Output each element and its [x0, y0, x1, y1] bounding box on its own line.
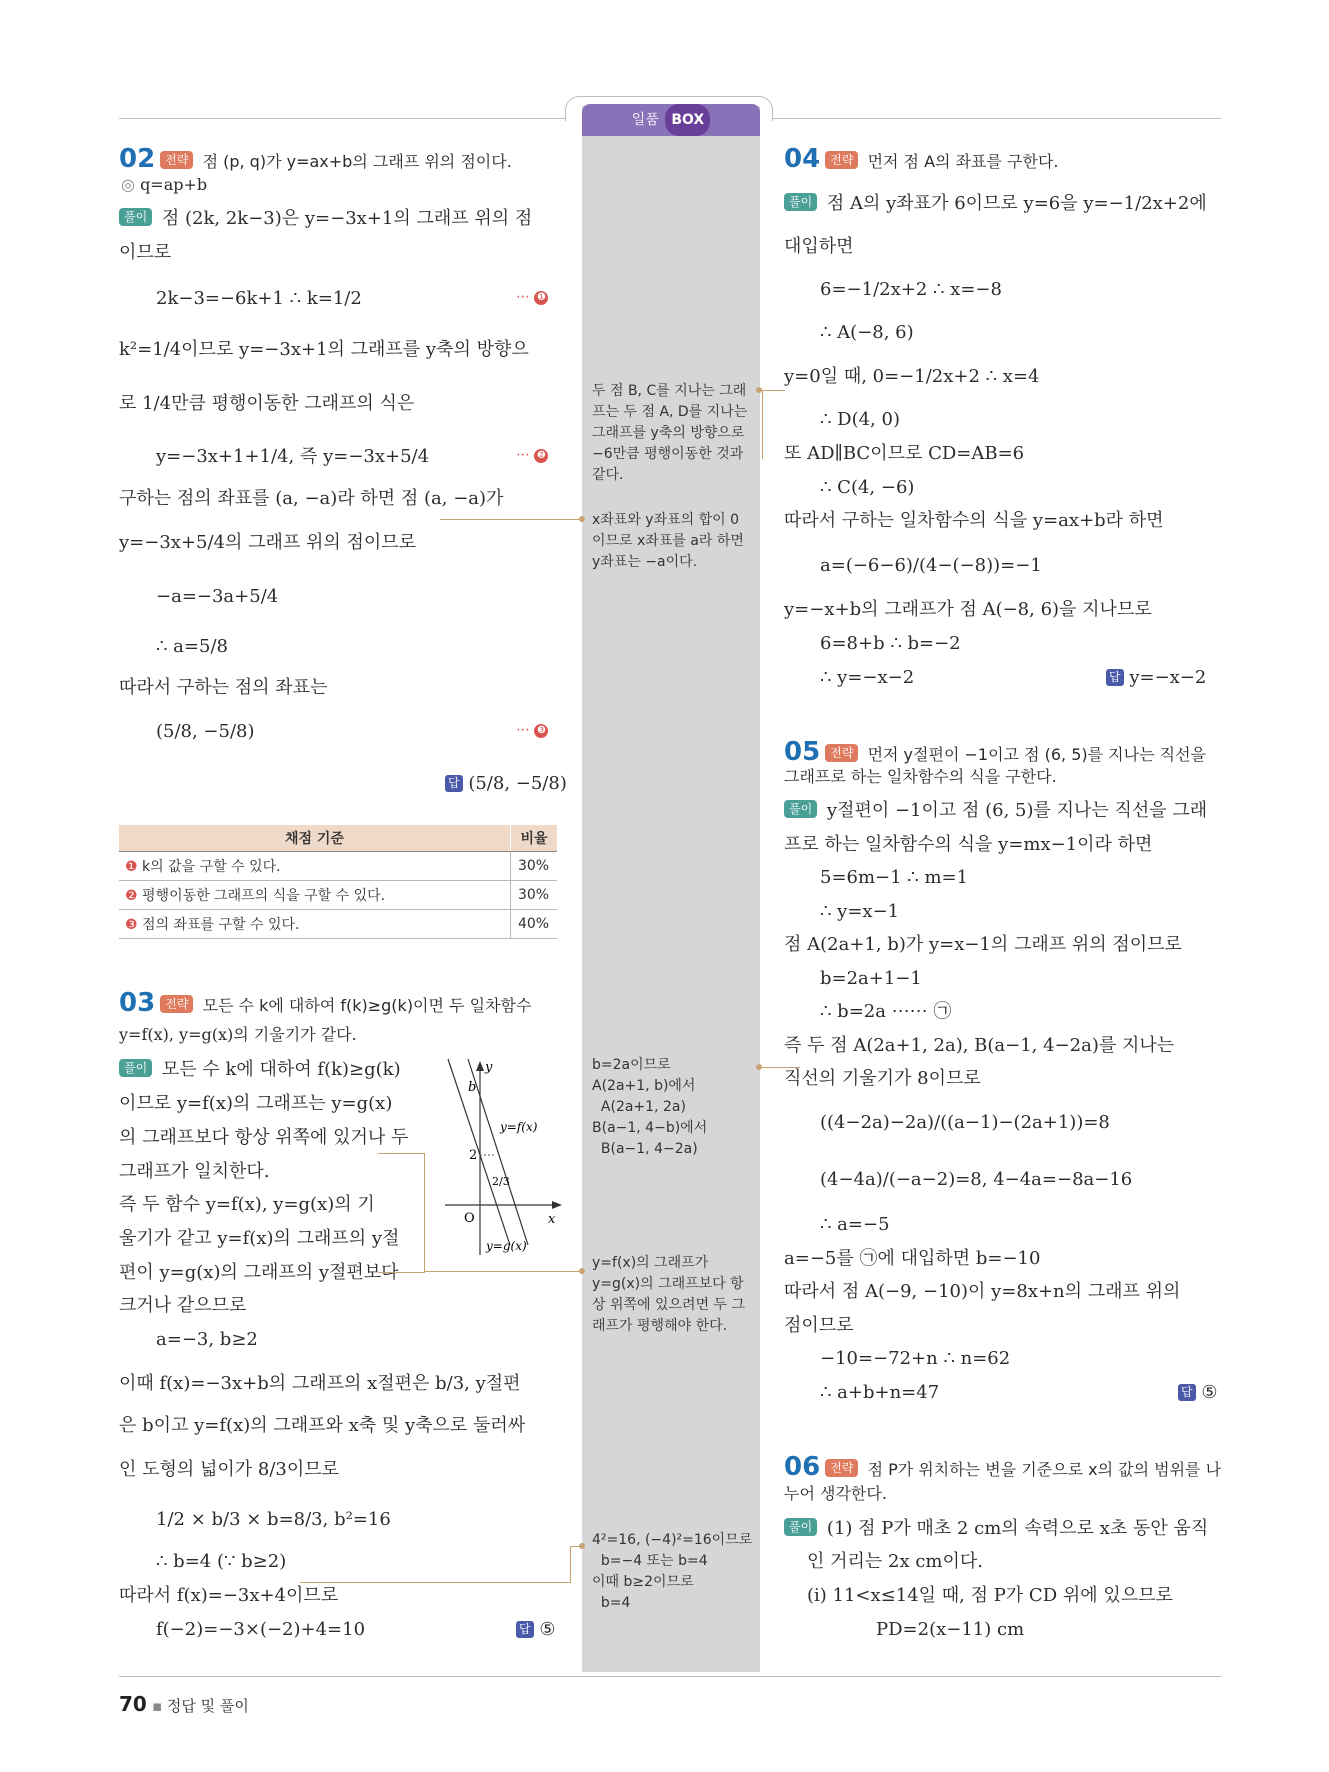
label-g: y=g(x)	[486, 1239, 527, 1253]
q06-line-3: (i) 11<x≤14일 때, 점 P가 CD 위에 있으므로	[807, 1585, 1173, 1606]
q05-line-12: ∴ a=−5	[820, 1214, 890, 1235]
q05-strategy-tag: 전략	[825, 744, 858, 762]
table-row: ❸ 점의 좌표를 구할 수 있다. 40%	[119, 910, 557, 939]
q02-line-6: y=−3x+1+1/4, 즉 y=−3x+5/4	[156, 446, 430, 467]
footer-label: 정답 및 풀이	[166, 1697, 249, 1715]
q02-ref-3: ⋯ ❸	[516, 722, 548, 738]
footer-bullet: ▪	[151, 1697, 167, 1715]
page-number: 70	[119, 1692, 147, 1716]
y-axis-arrow	[476, 1061, 484, 1071]
q04-line-11: y=−x+b의 그래프가 점 A(−8, 6)을 지나므로	[784, 599, 1152, 620]
grading-header-ratio: 비율	[511, 825, 558, 852]
q05-line-16: −10=−72+n ∴ n=62	[820, 1348, 1011, 1369]
q05-sol-tag: 풀이	[784, 800, 817, 818]
q03-line-2: 이므로 y=f(x)의 그래프는 y=g(x)	[119, 1093, 393, 1114]
q02-line-3: 2k−3=−6k+1 ∴ k=1/2	[156, 288, 362, 309]
connector-q04	[762, 390, 785, 459]
q02-line-7: 구하는 점의 좌표를 (a, −a)라 하면 점 (a, −a)가	[119, 488, 504, 509]
connector-dot	[579, 1543, 585, 1549]
q02-strategy: 점 (p, q)가 y=ax+b의 그래프 위의 점이다.	[202, 152, 512, 171]
q02-line-11: 따라서 구하는 점의 좌표는	[119, 677, 328, 698]
top-rule-right	[770, 118, 1221, 119]
q05-line-14: 따라서 점 A(−9, −10)이 y=8x+n의 그래프 위의	[784, 1281, 1181, 1302]
q06-strategy-2: 누어 생각한다.	[784, 1484, 887, 1503]
q03-answer-tag: 답	[516, 1621, 534, 1638]
label-2: 2	[469, 1148, 478, 1163]
q03-strategy-1: 모든 수 k에 대하여 f(k)≥g(k)이면 두 일차함수	[202, 996, 532, 1015]
q05-line-17: ∴ a+b+n=47	[820, 1382, 940, 1403]
q05-answer: 답 ⑤	[1178, 1381, 1217, 1405]
line-f	[448, 1059, 510, 1245]
q06-number: 06	[784, 1452, 821, 1482]
label-f: y=f(x)	[500, 1120, 538, 1134]
table-row: ❷ 평행이동한 그래프의 식을 구할 수 있다. 30%	[119, 881, 557, 910]
q05-answer-tag: 답	[1178, 1384, 1196, 1401]
q03-line-10: 이때 f(x)=−3x+b의 그래프의 x절편은 b/3, y절편	[119, 1373, 521, 1394]
q03-line-8: 크거나 같으므로	[119, 1295, 247, 1316]
q03-number: 03	[119, 988, 156, 1018]
box-note-4: y=f(x)의 그래프가 y=g(x)의 그래프보다 항상 위쪽에 있으려면 두 그래프가 평행해야 한다.	[592, 1255, 746, 1334]
q03-header	[119, 988, 531, 1018]
q02-hint: ◎ q=ap+b	[121, 175, 208, 194]
q03-graph	[440, 1055, 570, 1260]
q05-header	[784, 737, 1206, 767]
q05-line-5: 점 A(2a+1, b)가 y=x−1의 그래프 위의 점이므로	[784, 934, 1182, 955]
q03-line-13: 1/2 × b/3 × b=8/3, b²=16	[156, 1509, 391, 1530]
q05-line-15: 점이므로	[784, 1315, 854, 1336]
connector-dot	[579, 1268, 585, 1274]
connector-q03-b-up	[570, 1546, 583, 1583]
box-badge: BOX	[665, 104, 710, 136]
q02-answer-tag: 답	[445, 775, 463, 792]
q02-line-1: 풀이 점 (2k, 2k−3)은 y=−3x+1의 그래프 위의 점	[119, 207, 532, 231]
connector-dot	[579, 516, 585, 522]
q05-line-11: (4−4a)/(−a−2)=8, 4−4a=−8a−16	[820, 1169, 1133, 1190]
label-y: y	[485, 1060, 493, 1075]
q02-strategy-tag: 전략	[160, 151, 193, 169]
q05-strategy-2: 그래프로 하는 일차함수의 식을 구한다.	[784, 767, 1057, 786]
q05-number: 05	[784, 737, 821, 767]
q02-line-10: ∴ a=5/8	[156, 636, 228, 657]
box-header	[582, 104, 760, 136]
q04-line-7: 또 AD∥BC이므로 CD=AB=6	[784, 443, 1025, 464]
page-footer	[119, 1692, 249, 1716]
box-column	[582, 106, 760, 1672]
q03-strategy-tag: 전략	[160, 995, 193, 1013]
q02-sol-tag: 풀이	[119, 208, 152, 226]
q03-line-6: 울기가 같고 y=f(x)의 그래프의 y절	[119, 1228, 400, 1249]
q06-line-4: PD=2(x−11) cm	[876, 1619, 1025, 1640]
box-title: 일품	[631, 112, 659, 128]
table-row: ❶ k의 값을 구할 수 있다. 30%	[119, 852, 557, 881]
q04-line-3: 6=−1/2x+2 ∴ x=−8	[820, 279, 1002, 300]
connector-dot	[756, 387, 762, 393]
label-b: b	[468, 1080, 477, 1095]
q02-line-12: (5/8, −5/8)	[156, 721, 255, 742]
hint-icon: ◎	[121, 175, 135, 194]
q03-line-7: 편이 y=g(x)의 그래프의 y절편보다	[119, 1262, 399, 1283]
q02-line-9: −a=−3a+5/4	[156, 586, 279, 607]
q05-line-1: 풀이 y절편이 −1이고 점 (6, 5)를 지나는 직선을 그래	[784, 799, 1207, 823]
label-two-thirds: 2/3	[492, 1175, 510, 1188]
q03-line-3: 의 그래프보다 항상 위쪽에 있거나 두	[119, 1127, 409, 1148]
q06-strategy-tag: 전략	[825, 1459, 858, 1477]
q02-line-8: y=−3x+5/4의 그래프 위의 점이므로	[119, 532, 417, 553]
q03-line-15: 따라서 f(x)=−3x+4이므로	[119, 1585, 339, 1606]
top-rule-left	[119, 118, 567, 119]
q06-header	[784, 1452, 1221, 1482]
q04-strategy: 먼저 점 A의 좌표를 구한다.	[867, 152, 1059, 171]
box-note-1: 두 점 B, C를 지나는 그래프는 두 점 A, D를 지나는 그래프를 y축의 방향으로 −6만큼 평행이동한 것과 같다.	[592, 383, 748, 483]
q02-line-4: k²=1/4이므로 y=−3x+1의 그래프를 y축의 방향으	[119, 339, 529, 360]
q03-line-9: a=−3, b≥2	[156, 1329, 258, 1350]
box-note-3: b=2a이므로 A(2a+1, b)에서 A(2a+1, 2a) B(a−1, 4−b)에서 B(a−1, 4−2a)	[592, 1057, 708, 1157]
q03-strategy-2: y=f(x), y=g(x)의 기울기가 같다.	[119, 1025, 357, 1044]
q04-line-1: 풀이 점 A의 y좌표가 6이므로 y=6을 y=−1/2x+2에	[784, 192, 1207, 216]
q04-line-2: 대입하면	[784, 236, 854, 257]
q04-line-5: y=0일 때, 0=−1/2x+2 ∴ x=4	[784, 366, 1040, 387]
q04-line-6: ∴ D(4, 0)	[820, 409, 900, 430]
connector-dot	[756, 1064, 762, 1070]
q05-line-10: ((4−2a)−2a)/((a−1)−(2a+1))=8	[820, 1112, 1110, 1133]
connector-q03-b	[300, 1582, 570, 1583]
q04-line-13: ∴ y=−x−2	[820, 667, 915, 688]
q04-header	[784, 144, 1059, 174]
q04-sol-tag: 풀이	[784, 193, 817, 211]
q05-line-2: 프로 하는 일차함수의 식을 y=mx−1이라 하면	[784, 834, 1153, 855]
q05-strategy-1: 먼저 y절편이 −1이고 점 (6, 5)를 지나는 직선을	[867, 745, 1206, 764]
q03-line-11: 은 b이고 y=f(x)의 그래프와 x축 및 y축으로 둘러싸	[119, 1415, 526, 1436]
q03-line-12: 인 도형의 넓이가 8/3이므로	[119, 1459, 340, 1480]
q04-line-12: 6=8+b ∴ b=−2	[820, 633, 961, 654]
q03-line-1: 풀이 모든 수 k에 대하여 f(k)≥g(k)	[119, 1058, 401, 1082]
q02-ref-2: ⋯ ❷	[516, 447, 548, 463]
q04-answer-tag: 답	[1106, 669, 1124, 686]
q04-answer: 답 y=−x−2	[1106, 666, 1206, 690]
connector-q03-extend	[424, 1271, 582, 1272]
label-x: x	[548, 1212, 556, 1227]
q06-line-2: 인 거리는 2x cm이다.	[807, 1551, 983, 1572]
q04-strategy-tag: 전략	[825, 151, 858, 169]
q02-ref-1: ⋯ ❶	[516, 289, 548, 305]
q02-header	[119, 144, 512, 174]
q02-line-5: 로 1/4만큼 평행이동한 그래프의 식은	[119, 393, 415, 414]
q03-line-16: f(−2)=−3×(−2)+4=10	[156, 1619, 366, 1640]
q04-line-9: 따라서 구하는 일차함수의 식을 y=ax+b라 하면	[784, 510, 1164, 531]
grading-table	[119, 825, 557, 939]
q06-line-1: 풀이 (1) 점 P가 매초 2 cm의 속력으로 x초 동안 움직	[784, 1517, 1208, 1541]
q05-line-7: ∴ b=2a ⋯⋯ ㉠	[820, 1001, 952, 1022]
q05-line-6: b=2a+1−1	[820, 968, 922, 989]
q02-answer: 답 (5/8, −5/8)	[445, 772, 567, 796]
q06-sol-tag: 풀이	[784, 1518, 817, 1536]
q04-line-8: ∴ C(4, −6)	[820, 477, 915, 498]
grading-header-criteria: 채점 기준	[119, 825, 511, 852]
q03-line-4: 그래프가 일치한다.	[119, 1161, 270, 1182]
q04-line-10: a=(−6−6)/(4−(−8))=−1	[820, 555, 1042, 576]
box-note-2: x좌표와 y좌표의 합이 0이므로 x좌표를 a라 하면 y좌표는 −a이다.	[592, 512, 744, 570]
q05-line-4: ∴ y=x−1	[820, 901, 900, 922]
label-origin: O	[464, 1211, 475, 1226]
bottom-rule	[119, 1676, 1221, 1677]
q05-line-8: 즉 두 점 A(2a+1, 2a), B(a−1, 4−2a)를 지나는	[784, 1035, 1175, 1056]
q04-line-4: ∴ A(−8, 6)	[820, 322, 914, 343]
q03-line-5: 즉 두 함수 y=f(x), y=g(x)의 기	[119, 1194, 375, 1215]
connector-q02	[440, 519, 582, 520]
box-note-5: 4²=16, (−4)²=16이므로 b=−4 또는 b=4 이때 b≥2이므로 b=4	[592, 1532, 753, 1611]
q03-answer: 답 ⑤	[516, 1618, 555, 1642]
q05-line-3: 5=6m−1 ∴ m=1	[820, 867, 969, 888]
q03-line-14: ∴ b=4 (∵ b≥2)	[156, 1551, 287, 1572]
q05-line-9: 직선의 기울기가 8이므로	[784, 1068, 981, 1089]
q02-line-2: 이므로	[119, 242, 172, 263]
connector-q03-box	[378, 1153, 425, 1273]
q06-strategy-1: 점 P가 위치하는 변을 기준으로 x의 값의 범위를 나	[867, 1460, 1222, 1479]
q03-sol-tag: 풀이	[119, 1059, 152, 1077]
x-axis-arrow	[552, 1201, 562, 1209]
q05-line-13: a=−5를 ㉠에 대입하면 b=−10	[784, 1248, 1041, 1269]
q02-number: 02	[119, 144, 156, 174]
q04-number: 04	[784, 144, 821, 174]
